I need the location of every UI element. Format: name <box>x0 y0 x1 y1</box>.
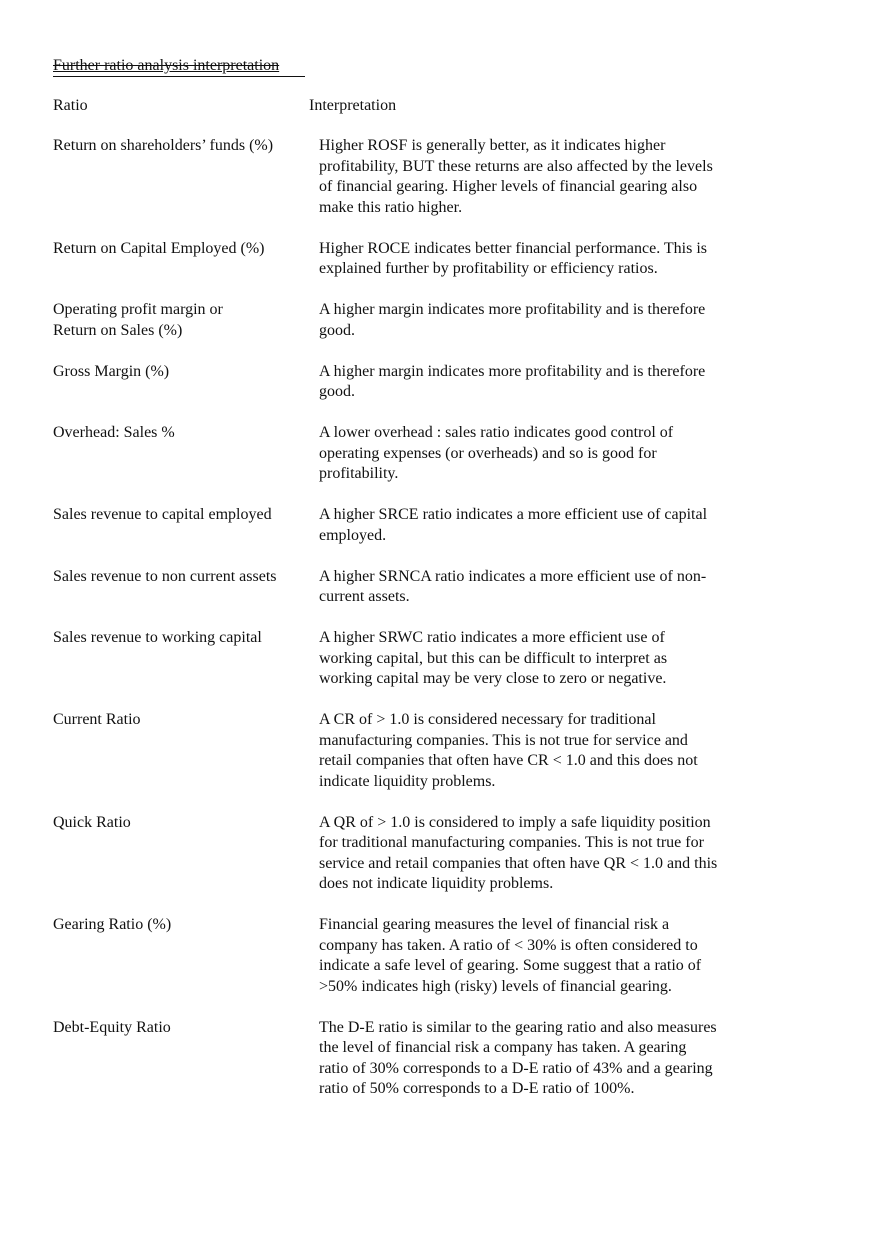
ratio-interpretation: A higher margin indicates more profitability and is therefore good. <box>319 362 706 400</box>
document-title: Further ratio analysis interpretation <box>53 56 305 77</box>
ratio-interpretation: A QR of > 1.0 is considered to imply a safe liquidity position for traditional manufacturing companies. This is not true for service and retail companies that often have QR < 1.0 and this does not indicate liquidity problems. <box>319 813 718 892</box>
ratio-interpretation: Higher ROCE indicates better financial performance. This is explained further by profitability or efficiency ratios. <box>319 239 708 277</box>
ratio-table <box>53 136 773 1120</box>
ratio-name: Debt-Equity Ratio <box>53 1018 171 1036</box>
ratio-name: Gross Margin (%) <box>53 362 170 380</box>
ratio-name: Return on Capital Employed (%) <box>53 239 265 257</box>
table-row <box>53 423 773 485</box>
table-row <box>53 567 773 608</box>
table-row <box>53 300 773 341</box>
table-row <box>53 136 773 218</box>
ratio-interpretation: A higher margin indicates more profitability and is therefore good. <box>319 301 706 339</box>
ratio-interpretation: A CR of > 1.0 is considered necessary for traditional manufacturing companies. This is not true for service and retail companies that often have CR < 1.0 and this does not indicate liquidity problems. <box>319 711 698 790</box>
ratio-interpretation: The D-E ratio is similar to the gearing ratio and also measures the level of financial risk a company has taken. A gearing ratio of 30% corresponds to a D-E ratio of 43% and a gearing ratio of 50% corresponds to a D-E ratio of 100%. <box>319 1018 717 1097</box>
table-row <box>53 813 773 895</box>
ratio-name: Quick Ratio <box>53 813 131 831</box>
ratio-name: Sales revenue to capital employed <box>53 506 272 523</box>
ratio-interpretation: Financial gearing measures the level of financial risk a company has taken. A ratio of < 30% is often considered to indicate a safe level of gearing. Some suggest that a ratio of >50% indicates high (risky) levels of financial gearing. <box>319 916 702 995</box>
ratio-name: Sales revenue to working capital <box>53 629 262 646</box>
table-row <box>53 710 773 792</box>
ratio-name: Operating profit margin or Return on Sales (%) <box>53 301 223 339</box>
table-row <box>53 239 773 280</box>
ratio-interpretation: A lower overhead : sales ratio indicates good control of operating expenses (or overheads) and so is good for profitability. <box>319 424 674 482</box>
ratio-name: Sales revenue to non current assets <box>53 567 277 585</box>
table-row <box>53 505 773 546</box>
table-row <box>53 1018 773 1100</box>
ratio-interpretation: A higher SRNCA ratio indicates a more efficient use of non-current assets. <box>319 567 707 605</box>
table-row <box>53 915 773 997</box>
ratio-interpretation: A higher SRCE ratio indicates a more efficient use of capital employed. <box>319 506 708 544</box>
header-ratio: Ratio <box>53 97 88 114</box>
ratio-name: Return on shareholders’ funds (%) <box>53 137 274 154</box>
ratio-name: Overhead: Sales % <box>53 424 175 441</box>
table-row <box>53 362 773 403</box>
ratio-name: Current Ratio <box>53 711 141 728</box>
header-interpretation: Interpretation <box>309 97 397 114</box>
table-row <box>53 628 773 690</box>
ratio-interpretation: A higher SRWC ratio indicates a more efficient use of working capital, but this can be difficult to interpret as working capital may be very close to zero or negative. <box>319 629 668 687</box>
ratio-name: Gearing Ratio (%) <box>53 916 172 933</box>
document-body <box>53 56 773 1097</box>
ratio-interpretation: Higher ROSF is generally better, as it indicates higher profitability, BUT these returns are also affected by the levels of financial gearing. Higher levels of financial gearing also make this ratio higher. <box>319 137 713 216</box>
